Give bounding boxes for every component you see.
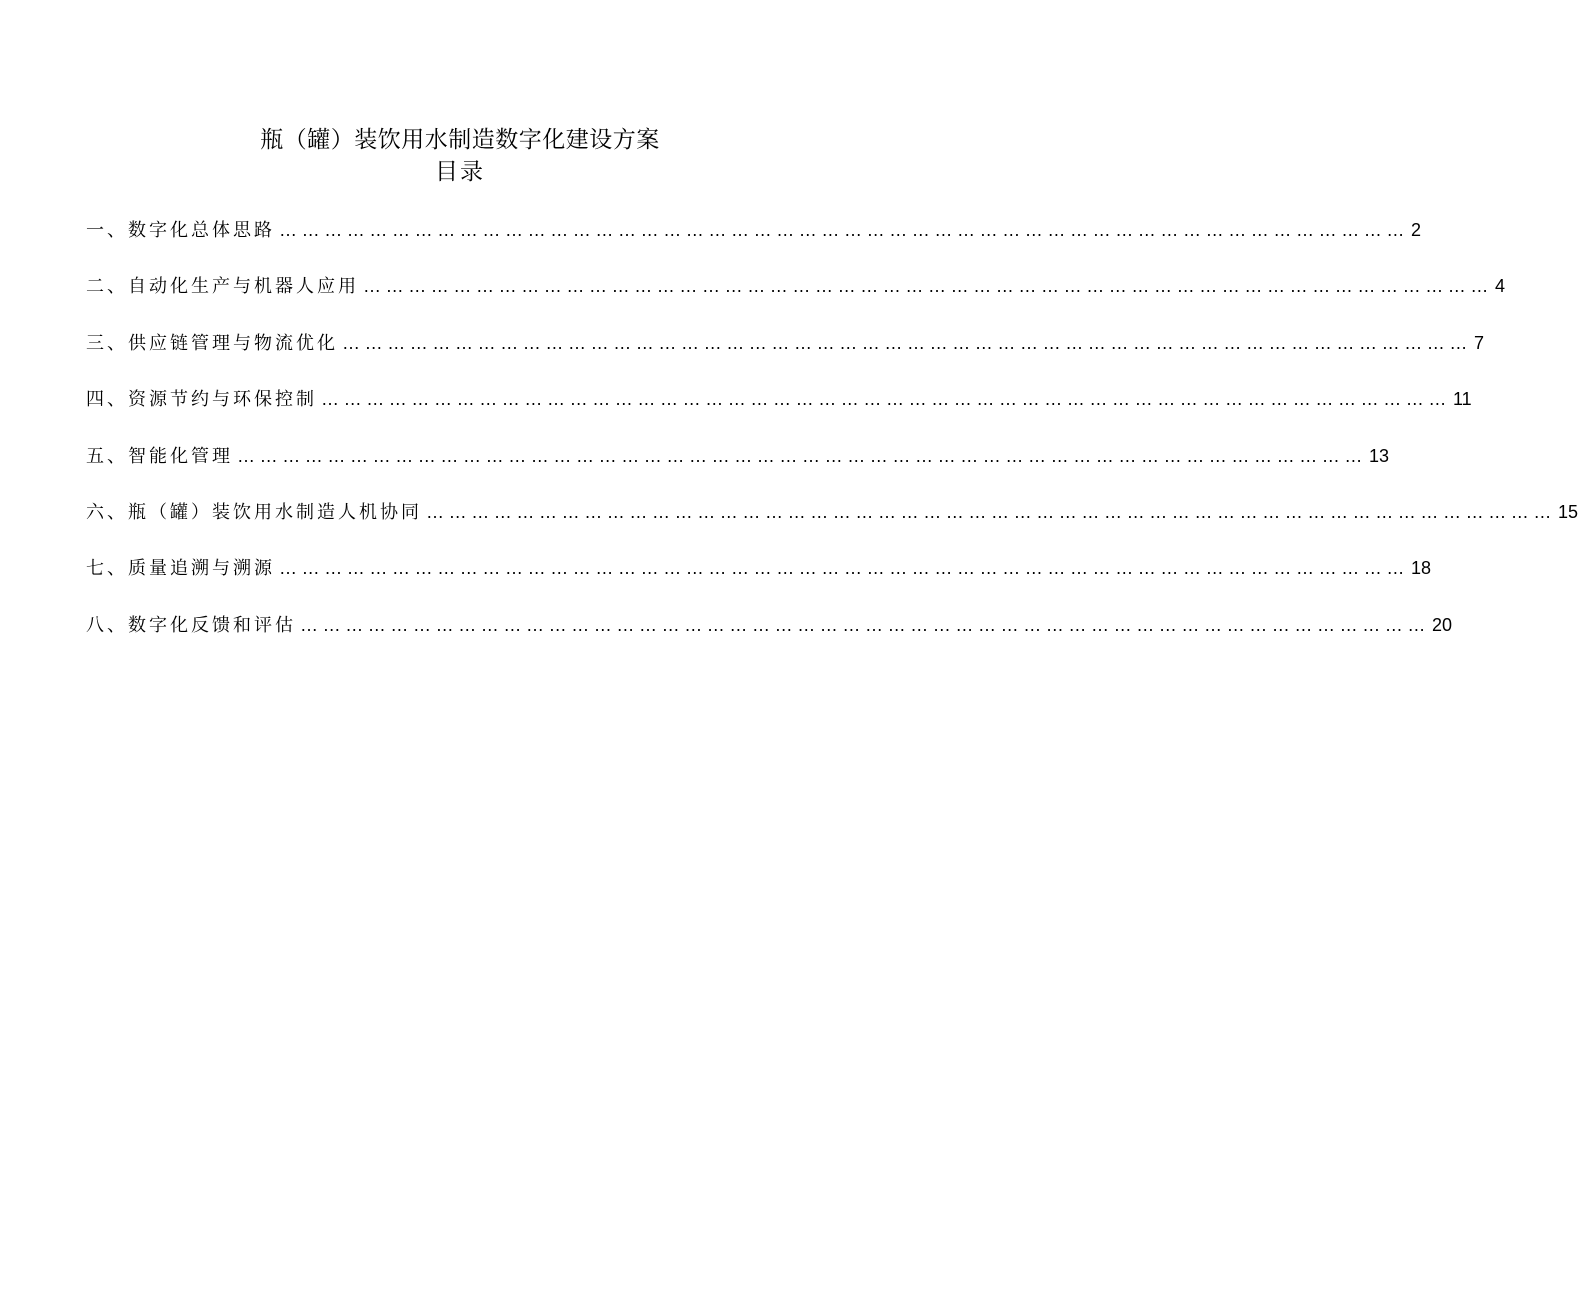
toc-heading: 目录 [435, 159, 485, 185]
toc-entry[interactable] [86, 327, 1485, 383]
toc-dot-leader: …………………………………………………………………………………………………………………………………… [300, 614, 1430, 635]
toc-page-number: 11 [1453, 389, 1472, 410]
toc-page-number: 13 [1369, 445, 1390, 466]
toc-dot-leader: …………………………………………………………………………………………………………………………………… [279, 220, 1409, 240]
toc-dot-leader: …………………………………………………………………………………………………………………………………… [321, 389, 1451, 410]
toc-entry[interactable] [86, 440, 1390, 496]
toc-entry-label: 六、瓶（罐）装饮用水制造人机协同 [86, 501, 422, 523]
toc-entry[interactable] [86, 552, 1432, 608]
toc-entry-label: 二、自动化生产与机器人应用 [86, 276, 359, 298]
toc-page-number: 15 [1558, 501, 1578, 522]
toc-page-number: 18 [1411, 558, 1432, 579]
toc-entry[interactable] [86, 383, 1472, 439]
toc-entry-label: 四、资源节约与环保控制 [86, 389, 317, 411]
toc-entry-label: 一、数字化总体思路 [86, 220, 275, 241]
toc-dot-leader: …………………………………………………………………………………………………………………………………… [279, 558, 1409, 579]
table-of-contents [86, 214, 1578, 665]
toc-dot-leader: …………………………………………………………………………………………………………………………………… [237, 445, 1367, 466]
toc-entry-label: 七、质量追溯与溯源 [86, 558, 275, 580]
toc-dot-leader: …………………………………………………………………………………………………………………………………… [363, 276, 1493, 297]
toc-entry[interactable] [86, 214, 1422, 270]
toc-page-number: 7 [1474, 332, 1485, 353]
toc-page-number: 20 [1432, 614, 1453, 635]
toc-entry-label: 三、供应链管理与物流优化 [86, 332, 338, 354]
document-title: 瓶（罐）装饮用水制造数字化建设方案 [260, 127, 660, 153]
toc-entry[interactable] [86, 496, 1578, 552]
toc-entry-label: 五、智能化管理 [86, 445, 233, 467]
toc-page-number: 2 [1411, 220, 1422, 240]
toc-entry-label: 八、数字化反馈和评估 [86, 614, 296, 636]
toc-dot-leader: …………………………………………………………………………………………………………………………………… [342, 332, 1472, 353]
toc-entry[interactable] [86, 609, 1453, 665]
toc-entry[interactable] [86, 270, 1506, 326]
toc-dot-leader: …………………………………………………………………………………………………………………………………… [426, 501, 1556, 522]
toc-page-number: 4 [1495, 276, 1506, 297]
